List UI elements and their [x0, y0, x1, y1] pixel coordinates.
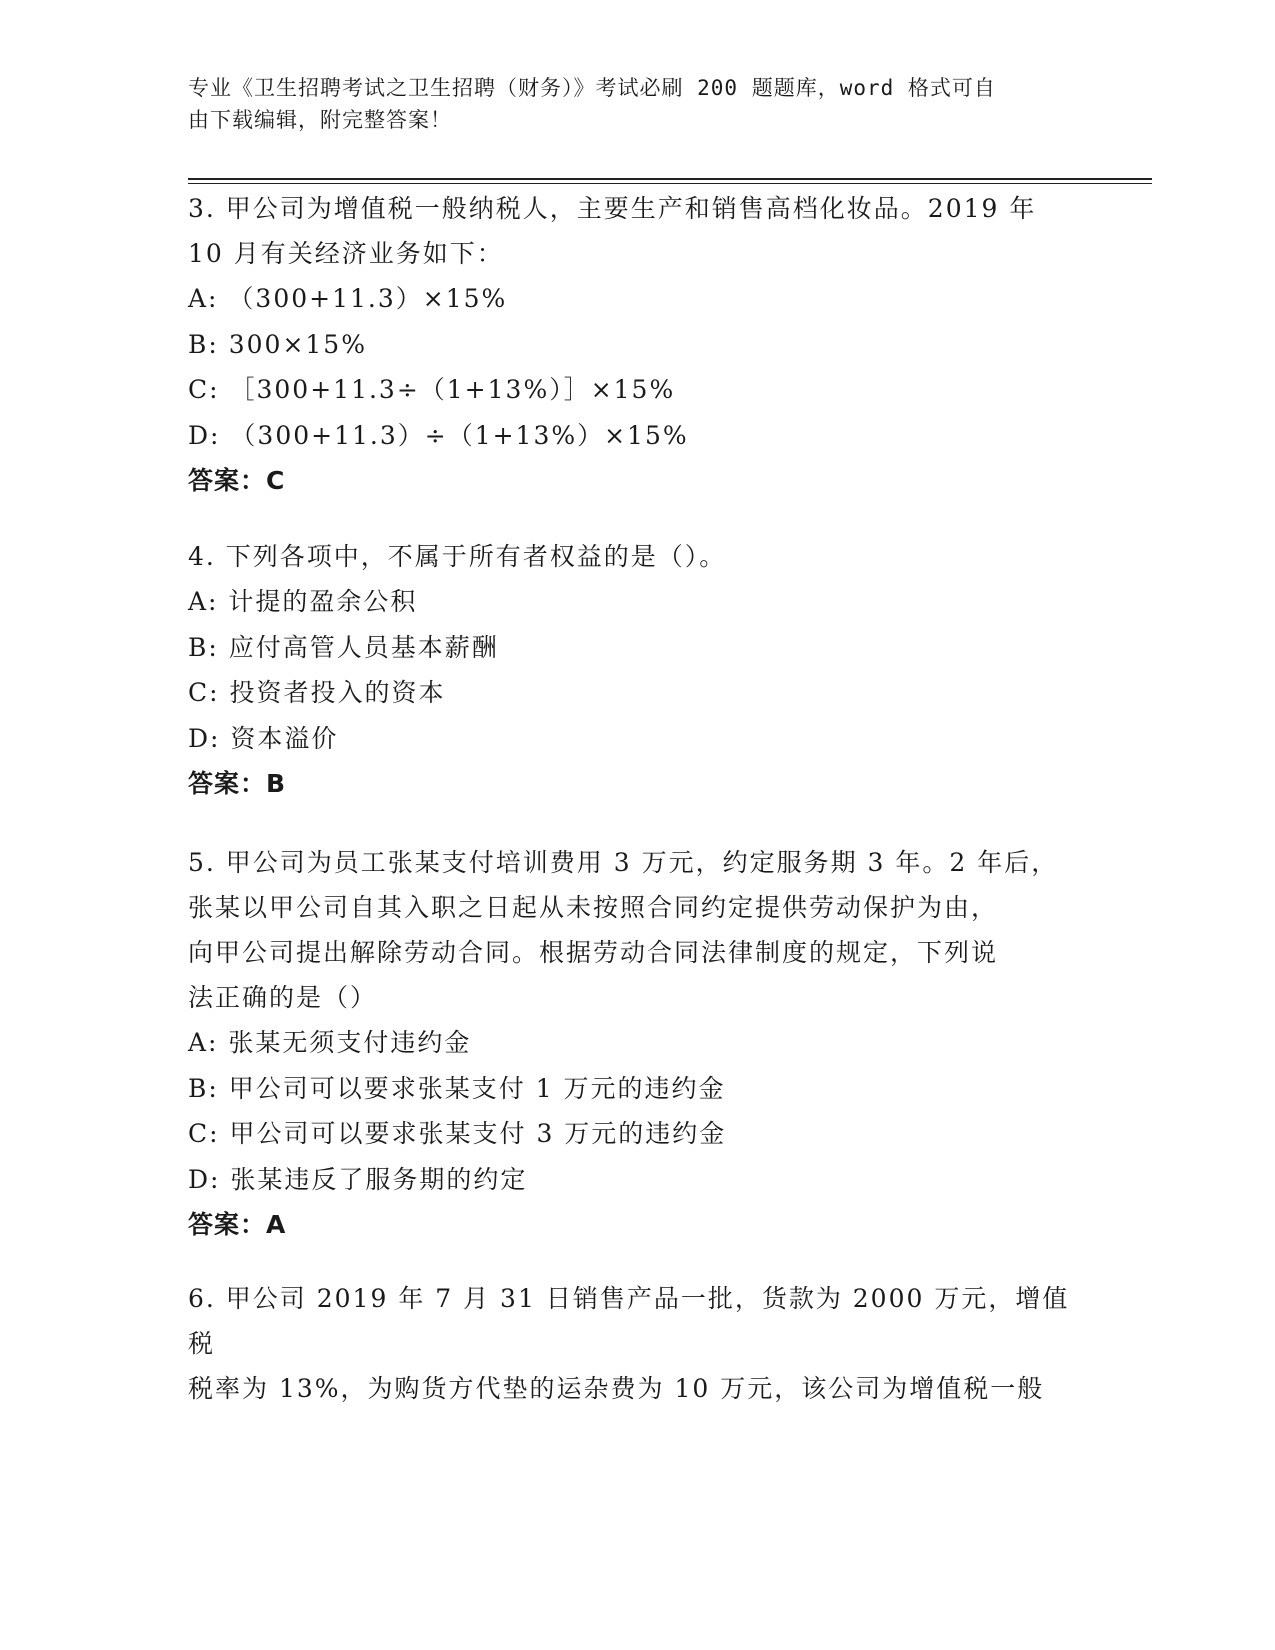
question-stem-line: 5. 甲公司为员工张某支付培训费用 3 万元，约定服务期 3 年。2 年后，: [188, 848, 1059, 877]
question-stem-line: 6. 甲公司 2019 年 7 月 31 日销售产品一批，货款为 2000 万元，增值税: [188, 1284, 1070, 1358]
option-b: B: 应付高管人员基本薪酬: [188, 632, 499, 662]
question-3: [188, 186, 1078, 504]
question-stem-line: 3. 甲公司为增值税一般纳税人，主要生产和销售高档化妆品。2019 年: [188, 194, 1037, 223]
option-d: D: （300+11.3）÷（1+13%）×15%: [188, 420, 689, 450]
header-line-1: 专业《卫生招聘考试之卫生招聘（财务）》考试必刷 200 题题库，word 格式可自: [188, 76, 996, 100]
header-line-2: 由下载编辑，附完整答案！: [188, 108, 452, 132]
question-6: [188, 1276, 1078, 1411]
question-5: [188, 840, 1078, 1248]
option-b: B: 甲公司可以要求张某支付 1 万元的违约金: [188, 1073, 726, 1103]
option-a: A: （300+11.3）×15%: [188, 284, 508, 313]
question-stem-line: 向甲公司提出解除劳动合同。根据劳动合同法律制度的规定，下列说: [188, 938, 999, 967]
option-c: C: ［300+11.3÷（1+13%）］×15%: [188, 375, 676, 404]
answer: 答案：A: [188, 1210, 287, 1239]
question-stem-line: 10 月有关经济业务如下：: [188, 239, 504, 268]
question-4: [188, 534, 1078, 807]
header-divider-thin: [188, 183, 1152, 184]
document-header: [188, 72, 1068, 136]
answer: 答案：C: [188, 466, 286, 495]
option-a: A: 计提的盈余公积: [188, 587, 418, 616]
option-d: D: 资本溢价: [188, 723, 339, 753]
option-c: C: 投资者投入的资本: [188, 678, 446, 707]
answer: 答案：B: [188, 769, 287, 798]
question-stem-line: 张某以甲公司自其入职之日起从未按照合同约定提供劳动保护为由，: [188, 893, 999, 922]
option-d: D: 张某违反了服务期的约定: [188, 1164, 528, 1194]
question-stem-line: 法正确的是（）: [188, 983, 378, 1012]
question-stem-line: 税率为 13%，为购货方代垫的运杂费为 10 万元，该公司为增值税一般: [188, 1374, 1045, 1403]
option-a: A: 张某无须支付违约金: [188, 1028, 472, 1057]
option-b: B: 300×15%: [188, 329, 367, 359]
question-stem-line: 4. 下列各项中，不属于所有者权益的是（）。: [188, 542, 727, 571]
option-c: C: 甲公司可以要求张某支付 3 万元的违约金: [188, 1119, 727, 1148]
header-divider-thick: [188, 178, 1152, 180]
